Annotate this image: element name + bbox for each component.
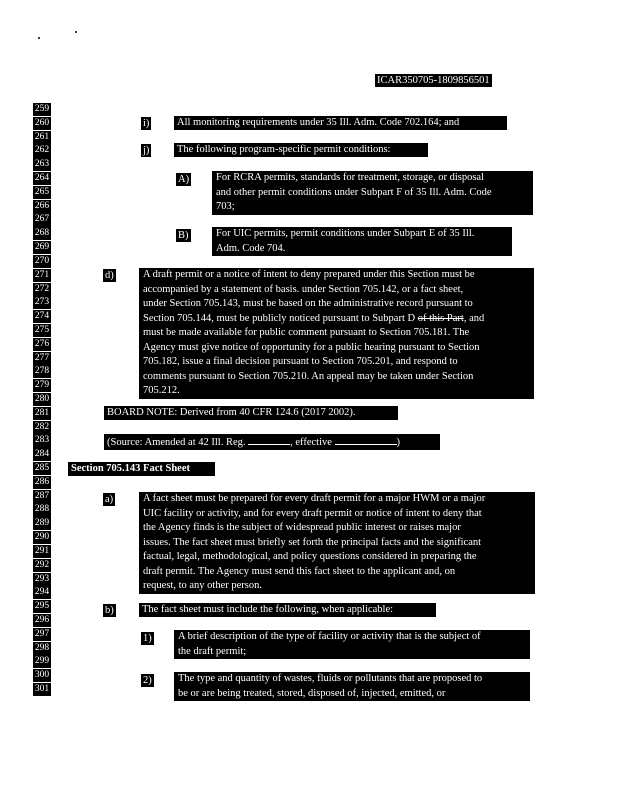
line-number: 289: [33, 517, 51, 530]
item-j-A-paragraph: [212, 171, 533, 215]
line-number: 296: [33, 614, 51, 627]
line-number: 297: [33, 628, 51, 641]
text-line: comments pursuant to Section 705.210. An appeal may be taken under Section: [143, 370, 474, 382]
line-number: 260: [33, 117, 51, 130]
text-line: A fact sheet must be prepared for every draft permit for a major HWM or a major: [143, 493, 486, 504]
text-line: the draft permit;: [178, 645, 247, 657]
line-number: 276: [33, 338, 51, 351]
line-number: 270: [33, 255, 51, 268]
item-d-label: d): [105, 270, 114, 281]
line-number: 294: [33, 586, 51, 599]
text-line: issues. The fact sheet must briefly set forth the principal facts and the significant: [143, 536, 482, 548]
text-line: the Agency finds is the subject of widespread public interest or raises major: [143, 522, 461, 533]
line-number: 262: [33, 144, 51, 157]
line-number: 292: [33, 559, 51, 572]
item-j-B-paragraph: [212, 227, 512, 256]
text-segment: Section 705.144, must be publicly noticed pursuant to Subpart D: [143, 312, 416, 324]
text-line: UIC facility or activity, and for every draft permit or notice of intent to deny that: [143, 507, 482, 519]
blank-fill-line: [248, 434, 290, 445]
line-number: 272: [33, 283, 51, 296]
text-line: draft permit. The Agency must send this fact sheet to the applicant and, on: [143, 565, 456, 577]
line-number: 278: [33, 365, 51, 378]
line-number: 277: [33, 352, 51, 365]
text-line: A draft permit or a notice of intent to deny prepared under this Section must be: [143, 269, 475, 280]
line-number: 298: [33, 642, 51, 655]
text-line: 705.182, issue a final decision pursuant to Section 705.201, and respond to: [143, 356, 458, 367]
line-number: 279: [33, 379, 51, 392]
line-number: 263: [33, 158, 51, 171]
line-number: 288: [33, 503, 51, 516]
line-number: 284: [33, 448, 51, 461]
line-number: 295: [33, 600, 51, 613]
line-number: 301: [33, 683, 51, 696]
section-heading: Section 705.143 Fact Sheet: [68, 462, 215, 476]
line-number: 259: [33, 103, 51, 116]
line-number: 291: [33, 545, 51, 558]
item-a-paragraph: [139, 492, 535, 594]
text-line: Adm. Code 704.: [216, 242, 286, 254]
line-number: 275: [33, 324, 51, 337]
line-number: 283: [33, 434, 51, 447]
text-line: must be made available for public comment pursuant to Section 705.181. The: [143, 327, 470, 338]
source-prefix: (Source: Amended at 42 Ill. Reg.: [107, 437, 246, 448]
item-b-2-label: 2): [143, 675, 152, 686]
board-note: BOARD NOTE: Derived from 40 CFR 124.6 (2017 2002).: [104, 406, 398, 420]
line-number: 271: [33, 269, 51, 282]
line-number: 280: [33, 393, 51, 406]
line-number: 269: [33, 241, 51, 254]
line-number: 264: [33, 172, 51, 185]
text-line: 705.212.: [143, 385, 180, 396]
document-id: ICAR350705-1809856501: [377, 75, 490, 86]
line-number: 268: [33, 227, 51, 240]
line-number: 281: [33, 407, 51, 420]
text-line: accompanied by a statement of basis. under Section 705.142, or a fact sheet,: [143, 283, 464, 295]
line-number: 267: [33, 213, 51, 226]
text-line: For RCRA permits, standards for treatment, storage, or disposal: [216, 172, 485, 183]
item-j-B-label: B): [178, 230, 189, 241]
line-number: 300: [33, 669, 51, 682]
line-number: 265: [33, 186, 51, 199]
line-number: 266: [33, 200, 51, 213]
item-j-text: The following program-specific permit conditions:: [174, 143, 428, 157]
line-number: 286: [33, 476, 51, 489]
text-segment: , and: [463, 312, 485, 324]
line-number: 282: [33, 421, 51, 434]
text-line: be or are being treated, stored, disposed of, injected, emitted, or: [178, 687, 446, 699]
item-j-A-label: A): [178, 174, 190, 185]
line-number: 290: [33, 531, 51, 544]
text-line: 703;: [216, 201, 235, 212]
item-i-text: All monitoring requirements under 35 Ill. Adm. Code 702.164; and: [174, 116, 507, 130]
scan-speck: [75, 31, 77, 33]
text-line: The type and quantity of wastes, fluids or pollutants that are proposed to: [178, 673, 483, 684]
item-d-paragraph: [139, 268, 534, 399]
blank-fill-line: [335, 434, 397, 445]
line-number: 293: [33, 573, 51, 586]
text-line: For UIC permits, permit conditions under Subpart E of 35 Ill.: [216, 228, 475, 239]
line-number: 273: [33, 296, 51, 309]
item-i-label: i): [143, 118, 150, 129]
item-j-label: j): [143, 145, 150, 156]
source-note: [104, 434, 440, 450]
text-line: factual, legal, methodological, and policy questions considered in preparing the: [143, 551, 477, 562]
source-middle: , effective: [290, 437, 332, 448]
item-b-text: The fact sheet must include the following, when applicable:: [139, 603, 436, 617]
line-number: 274: [33, 310, 51, 323]
text-line: request, to any other person.: [143, 580, 262, 591]
text-line: A brief description of the type of facility or activity that is the subject of: [178, 631, 481, 642]
line-number: 261: [33, 131, 51, 144]
text-line: and other permit conditions under Subpart F of 35 Ill. Adm. Code: [216, 186, 492, 198]
line-number: 285: [33, 462, 51, 475]
item-a-label: a): [105, 494, 114, 505]
source-suffix: ): [396, 437, 401, 448]
scan-speck: [38, 37, 40, 39]
line-number: 299: [33, 655, 51, 668]
item-b-1-paragraph: [174, 630, 530, 659]
item-b-1-label: 1): [143, 633, 152, 644]
text-line-with-deletion: [143, 312, 530, 327]
line-number: 287: [33, 490, 51, 503]
struck-text: of this Part: [417, 312, 464, 324]
item-b-label: b): [105, 605, 114, 616]
item-b-2-paragraph: [174, 672, 530, 701]
text-line: Agency must give notice of opportunity for a public hearing pursuant to Section: [143, 341, 480, 353]
text-line: under Section 705.143, must be based on the administrative record pursuant to: [143, 298, 473, 309]
